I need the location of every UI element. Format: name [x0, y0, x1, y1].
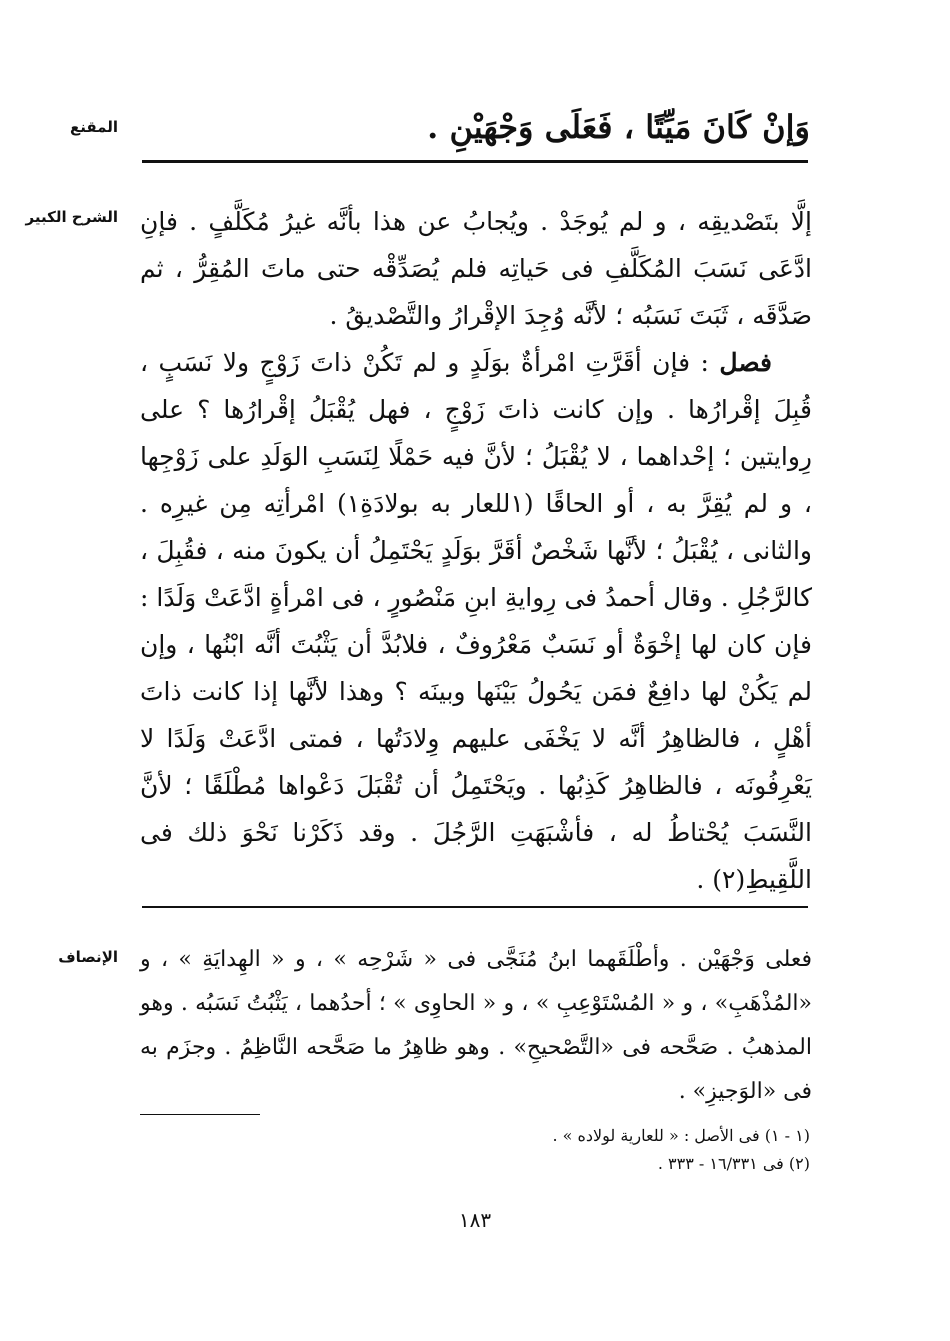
- muqni-text: وَإنْ كَانَ مَيِّتًا ، فَعَلَى وَجْهَيْنِ .: [427, 108, 810, 146]
- sharh-paragraph-1: إلَّا بتَصْديقِه ، و لم يُوجَدْ . ويُجابُ عن هذا بأنَّه غيرُ مُكَلَّفٍ . فإنِ ادَّعَى نَسَبَ المُكَلَّفِ فى حَياتِه فلم يُصَدِّقْه حتى ماتَ المُقِرُّ ، ثم صَدَّقَه ، ثَبَتَ نَسَبُه ؛ لأنَّه وُجِدَ الإقْرارُ والتَّصْديقُ .: [140, 207, 812, 330]
- footnote-2: (٢) فى ١٦/٣٣١ - ٣٣٣ .: [657, 1154, 810, 1173]
- label-insaf: الإنصاف: [58, 948, 118, 966]
- insaf-section: [140, 938, 812, 1114]
- insaf-paragraph: فعلى وَجْهَيْن . وأطْلَقَهما ابنُ مُنَجَّى فى « شَرْحِه » ، و « الهِدايَةِ » ، و «المُذْهَبِ» ، و « المُسْتَوْعِبِ » ، و « الحاوِى » ؛ أحدُهما ، يَثْبُتُ نَسَبُه . وهو المذهبُ . صَحَّحه فى «التَّصْحيحِ» . وهو ظاهِرُ ما صَحَّحه النَّاظِمُ . وجزَم به فى «الوَجيزِ» .: [140, 947, 812, 1104]
- top-divider: [142, 160, 808, 163]
- footnote-1: (١ - ١) فى الأصل : « للعارية لولاده » .: [552, 1126, 810, 1145]
- label-muqni: المقنع: [70, 118, 118, 136]
- footnote-divider: [140, 1114, 260, 1115]
- sharh-paragraph-2: [140, 339, 812, 903]
- fasl-heading: فصل: [719, 348, 772, 377]
- page-number: ١٨٣: [458, 1208, 492, 1232]
- footnotes: [140, 1122, 810, 1178]
- label-sharh-kabir: الشرح الكبير: [25, 208, 118, 226]
- middle-divider: [142, 906, 808, 908]
- sharh-section: [140, 198, 812, 903]
- sharh-paragraph-2-text: : فإن أقَرَّتِ امْرأةٌ بوَلَدٍ و لم تَكُنْ ذاتَ زَوْجٍ ولا نَسَبٍ ، قُبِلَ إقْرارُها . وإن كانت ذاتَ زَوْجٍ ، فهل يُقْبَلُ إقْرارُها ؟ على رِوايتين ؛ إحْداهما ، لا يُقْبَلُ ؛ لأنَّ فيه حَمْلًا لِنَسَبِ الوَلَدِ على زَوْجِها ، و لم يُقِرَّ به ، أو الحاقًا (١للعار به بولادَةِ١) امْرأتِه مِن غيرِه . والثانى ، يُقْبَلُ ؛ لأنَّها شَخْصٌ أقَرَّ بوَلَدٍ يَحْتَمِلُ أن يكونَ منه ، فقُبِلَ ، كالرَّجُلِ . وقال أحمدُ فى رِوايةِ ابنِ مَنْصُورٍ ، فى امْرأةٍ ادَّعَتْ وَلَدًا : فإن كان لها إخْوَةٌ أو نَسَبٌ مَعْرُوفٌ ، فلابُدَّ أن يَثْبُتَ أنَّه ابْنُها ، وإن لم يَكُنْ لها دافِعٌ فمَن يَحُولُ بَيْنَها وبينَه ؟ وهذا لأنَّها إذا كانت ذاتَ أهْلٍ ، فالظاهِرُ أنَّه لا يَخْفَى عليهم وِلادَتُها ، فمتى ادَّعَتْ وَلَدًا لا يَعْرِفُونَه ، فالظاهِرُ كَذِبُها . ويَحْتَمِلُ أن تُقْبَلَ دَعْواها مُطْلَقًا ؛ لأنَّ النَّسَبَ يُحْتاطُ له ، فأشْبَهَتِ الرَّجُلَ . وقد ذَكَرْنا نَحْوَ ذلك فى اللَّقِيطِ(٢) .: [140, 348, 813, 894]
